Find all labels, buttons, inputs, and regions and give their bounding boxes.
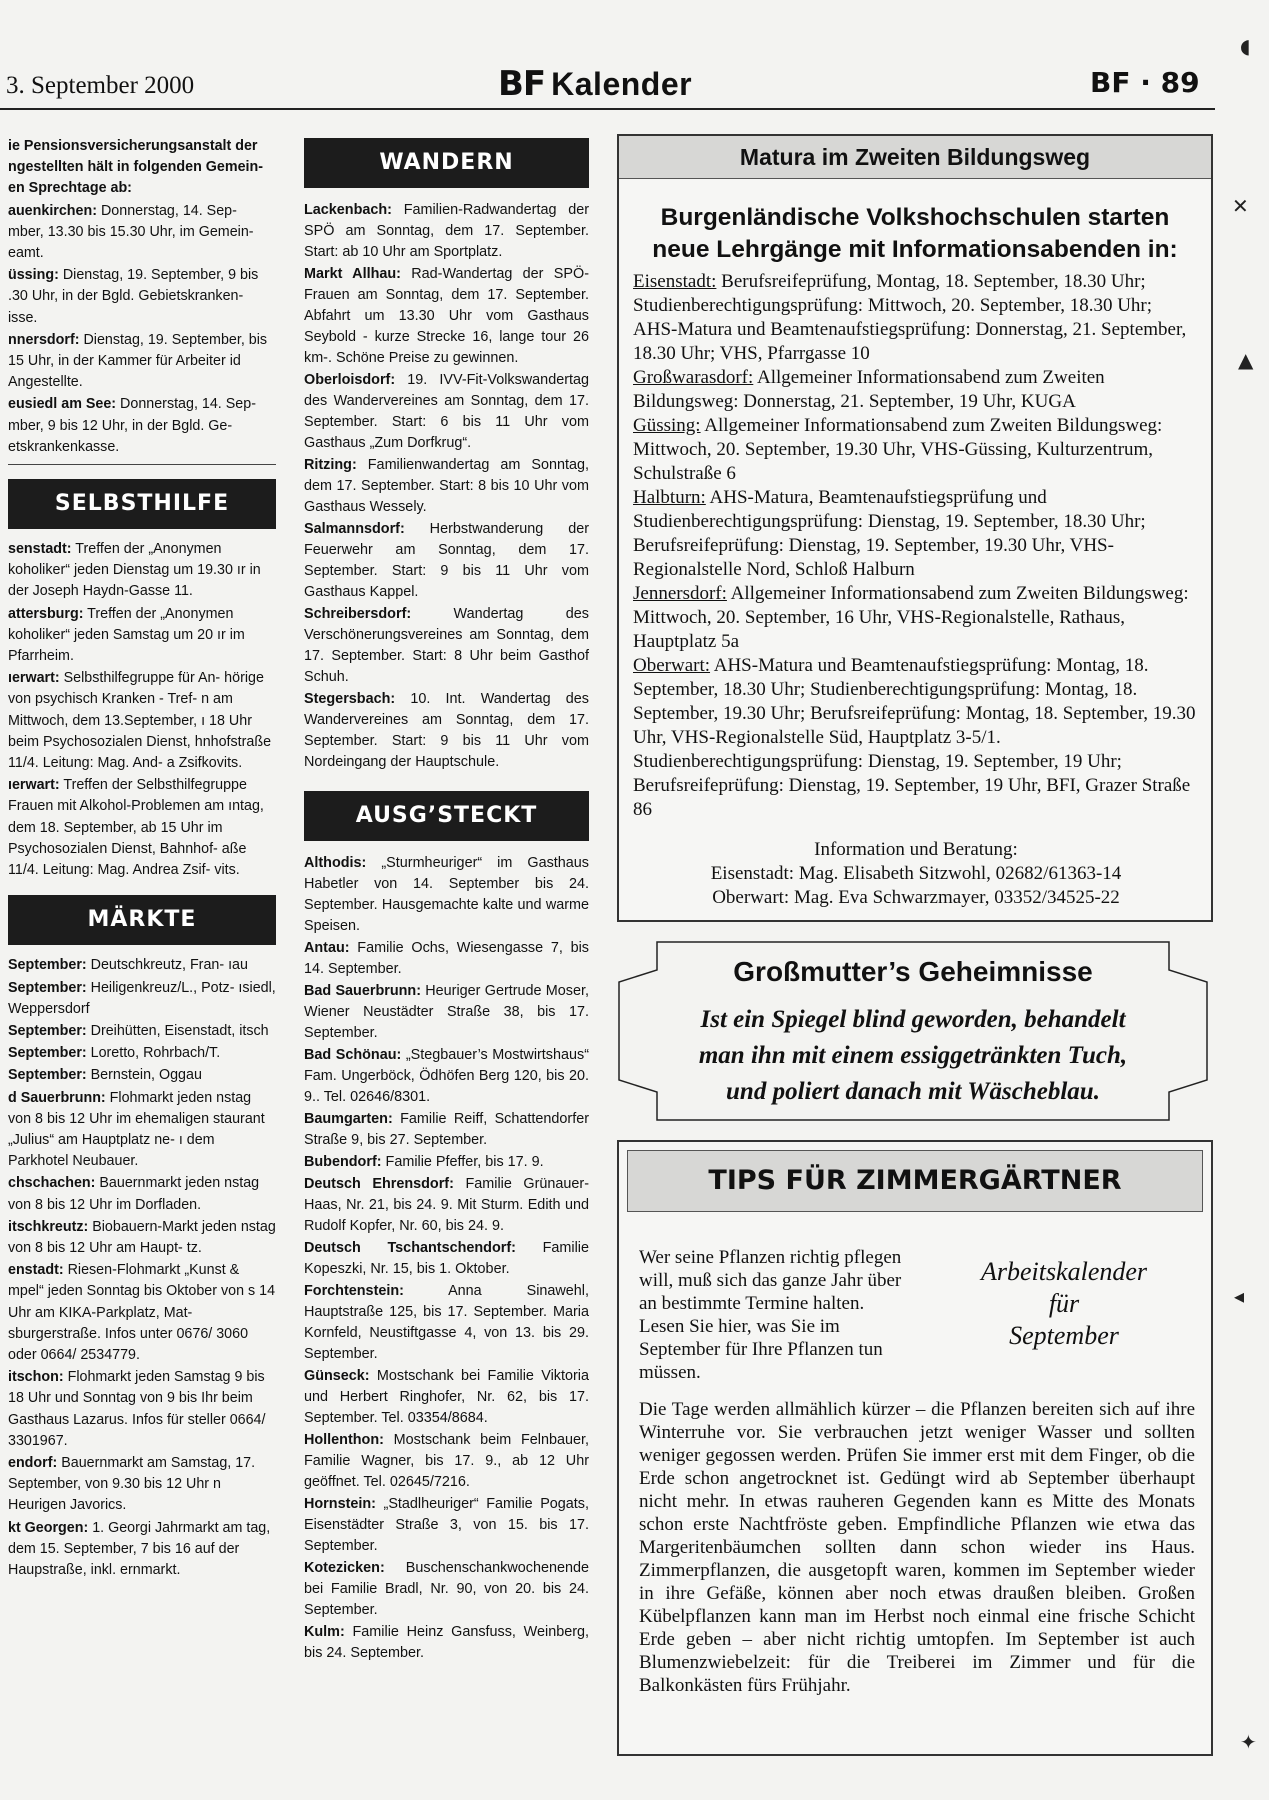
entry-text: Wandertag des Verschönerungsvereines am Sonntag, dem 17. September. Start: 8 Uhr beim Gasthof Schuh. [304, 606, 589, 685]
entry-place: Bad Sauerbrunn: [304, 983, 422, 999]
column-middle [304, 138, 589, 1665]
listing-entry [8, 1453, 276, 1517]
grandma-title: Großmutter’s Geheimnisse [733, 956, 1093, 987]
grandma-line: man ihn mit einem essiggetränkten Tuch, [698, 1042, 1128, 1069]
course-entry [633, 582, 1199, 654]
entry-text: Buschenschankwochenende bei Familie Bradl, Nr. 90, von 20. bis 24. September. [304, 1560, 589, 1618]
entry-text: Mostschank beim Felnbauer, Familie Wagner, bis 17. 9., ab 12 Uhr geöffnet. Tel. 02645/7216. [304, 1432, 589, 1490]
pension-notice [8, 136, 276, 458]
publication-logo: BF [498, 64, 546, 104]
matura-box [617, 134, 1213, 922]
listing-entry [8, 1367, 276, 1452]
ausgsteckt-list [304, 853, 589, 1664]
listing-entry [8, 1260, 276, 1366]
contact-line: Oberwart: Mag. Eva Schwarzmayer, 03352/34525-22 [712, 887, 1120, 908]
listing-entry [304, 1366, 589, 1429]
course-location: Eisenstadt: [633, 271, 717, 292]
entry-place: Kotezicken: [304, 1560, 385, 1576]
entry-place: enstadt: [8, 1262, 64, 1279]
entry-place: Günseck: [304, 1368, 370, 1384]
entry-place: attersburg: [8, 605, 84, 622]
notice-line [8, 330, 276, 394]
entry-place: September: [8, 979, 87, 996]
scan-mark: ◂ [1234, 1284, 1245, 1308]
course-location: Großwarasdorf: [633, 367, 754, 388]
entry-text: Familie Reiff, Schattendorfer Straße 9, bis 27. September. [304, 1111, 589, 1148]
listing-entry [304, 370, 589, 454]
entry-place: Ritzing: [304, 457, 357, 473]
listing-entry [304, 1109, 589, 1151]
matura-subtitle: Burgenländische Volkshochschulen starten neue Lehrgänge mit Informationsabenden in: [652, 204, 1178, 263]
entry-text: Dienstag, 19. September, bis 15 Uhr, in der Kammer für Arbeiter id Angestellte. [8, 331, 268, 391]
section-header-selbsthilfe: SELBSTHILFE [8, 479, 276, 529]
entry-place: Hollenthon: [304, 1432, 384, 1448]
contact-line: Eisenstadt: Mag. Elisabeth Sitzwohl, 02682/61363-14 [710, 863, 1122, 884]
matura-entries [633, 270, 1199, 822]
listing-entry [304, 938, 589, 980]
calendar-line: für [1048, 1289, 1080, 1318]
entry-place: Lackenbach: [304, 202, 392, 218]
entry-place: chschachen: [8, 1175, 96, 1192]
entry-text: Treffen der „Anonymen koholiker“ jeden Samstag um 20 ır im Pfarrheim. [8, 605, 245, 665]
entry-text: Familienwandertag am Sonntag, dem 17. September. Start: 8 bis 10 Uhr vom Gasthaus Wessely. [304, 457, 589, 515]
listing-entry [304, 604, 589, 688]
listing-entry [304, 264, 589, 369]
entry-text: 1. Georgi Jahrmarkt am tag, dem 15. September, 7 bis 16 auf der Haupstraße, inkl. ernmarkt. [8, 1519, 271, 1578]
entry-place: auenkirchen: [8, 202, 97, 219]
header-rule [0, 108, 1215, 110]
entry-place: Forchtenstein: [304, 1283, 404, 1299]
matura-title: Matura im Zweiten Bildungsweg [619, 136, 1211, 179]
entry-text: Flohmarkt jeden nstag von 8 bis 12 Uhr im ehemaligen staurant „Julius“ am Hauptplatz ne- ı dem Parkhotel Neubauer. [8, 1089, 265, 1170]
selbsthilfe-list [8, 539, 276, 881]
calendar-heading [939, 1256, 1189, 1352]
entry-text: Donnerstag, 14. Sep- mber, 13.30 bis 15.30 Uhr, im Gemein- eamt. [8, 202, 254, 262]
course-entry [633, 486, 1199, 582]
notice-line [8, 136, 276, 200]
entry-place: Bubendorf: [304, 1154, 382, 1170]
listing-entry [8, 604, 276, 668]
entry-place: ıerwart: [8, 670, 60, 687]
course-entry [633, 414, 1199, 486]
course-entry [633, 366, 1199, 414]
grandma-text [617, 1002, 1209, 1110]
entry-text: Treffen der Selbsthilfegruppe Frauen mit Alkohol-Problemen am ıntag, dem 18. September, ab 15 Uhr im Psychosozialen Dienst, Bahnhof- aße 11/4. Leitung: Mag. Andrea Zsif- vits. [8, 777, 264, 879]
calendar-line: Arbeitskalender [980, 1257, 1148, 1286]
listing-entry [8, 1043, 276, 1064]
course-entry [633, 270, 1199, 366]
section-header-maerkte: MÄRKTE [8, 895, 276, 945]
listing-entry [8, 1088, 276, 1173]
wandern-list [304, 200, 589, 773]
entry-place: Hornstein: [304, 1496, 376, 1512]
entry-text: Familie Grünauer-Haas, Nr. 21, bis 24. 9. Mit Sturm. Edith und Rudolf Kopfer, Nr. 60, bis 24. 9. [304, 1176, 590, 1234]
grandma-tips-box [617, 940, 1209, 1122]
listing-entry [304, 1045, 589, 1108]
entry-place: Salmannsdorf: [304, 521, 405, 537]
entry-place: September: [8, 957, 87, 974]
entry-place: Baumgarten: [304, 1111, 393, 1127]
entry-text: „Stegbauer’s Mostwirtshaus“ Fam. Ungerböck, Ödhöfen Berg 120, bis 20. 9.. Tel. 02646/8301. [304, 1047, 590, 1105]
entry-text: Herbstwanderung der Feuerwehr am Sonntag, dem 17. September. Start: 9 bis 11 Uhr vom Gasthaus Kappel. [304, 521, 589, 600]
listing-entry [304, 981, 589, 1044]
entry-text: Heiligenkreuz/L., Potz- ısiedl, Weppersdorf [8, 979, 276, 1017]
listing-entry [8, 539, 276, 603]
entry-text: Familie Heinz Gansfuss, Weinberg, bis 24. September. [304, 1624, 589, 1661]
listing-entry [304, 1558, 589, 1621]
listing-entry [8, 978, 276, 1020]
maerkte-list [8, 955, 276, 1581]
entry-place: itschkreutz: [8, 1218, 89, 1235]
listing-entry [8, 775, 276, 881]
entry-text: Familie Ochs, Wiesengasse 7, bis 14. September. [304, 940, 589, 977]
entry-text: Mostschank bei Familie Viktoria und Herbert Ringhofer, Nr. 62, bis 17. September. Tel. 03354/8684. [304, 1368, 589, 1426]
course-location: Oberwart: [633, 655, 711, 676]
listing-entry [304, 1281, 589, 1365]
entry-place: d Sauerbrunn: [8, 1089, 106, 1106]
scan-mark: ◖ [1240, 34, 1251, 58]
entry-place: Deutsch Tschantschendorf: [304, 1240, 516, 1256]
entry-place: Oberloisdorf: [304, 372, 396, 388]
entry-place: eusiedl am See: [8, 396, 117, 413]
divider [8, 464, 276, 465]
section-title: Kalender [551, 66, 693, 102]
notice-line [8, 201, 276, 265]
entry-place: nnersdorf: [8, 331, 80, 348]
course-details: Allgemeiner Informationsabend zum Zweiten Bildungsweg: Donnerstag, 21. September, 19 Uhr, KUGA [633, 367, 1105, 412]
page-title [498, 64, 692, 104]
entry-text: Familie Kopeszki, Nr. 15, bis 1. Oktober. [304, 1240, 589, 1277]
entry-text: Loretto, Rohrbach/T. [86, 1045, 221, 1062]
listing-entry [304, 1430, 589, 1493]
entry-text: 19. IVV-Fit-Volkswandertag des Wandervereines am Sonntag, dem 17. September. Start: 6 bis 11 Uhr vom Gasthaus „Zum Dorfkrug“. [304, 372, 589, 451]
entry-place: itschon: [8, 1369, 64, 1386]
entry-text: Dienstag, 19. September, 9 bis .30 Uhr, in der Bgld. Gebietskranken- isse. [8, 267, 259, 326]
listing-entry [304, 689, 589, 773]
entry-text: Bauernmarkt jeden nstag von 8 bis 12 Uhr im Dorfladen. [8, 1175, 260, 1213]
matura-contact [633, 838, 1199, 910]
listing-entry [8, 1518, 276, 1582]
entry-text: Deutschkreutz, Fran- ıau [86, 957, 248, 974]
entry-place: September: [8, 1022, 87, 1039]
course-location: Güssing: [633, 415, 701, 436]
section-header-wandern: WANDERN [304, 138, 589, 188]
entry-place: Deutsch Ehrensdorf: [304, 1176, 454, 1192]
entry-text: Riesen-Flohmarkt „Kunst & mpel“ jeden Sonntag bis Oktober von s 14 Uhr am KIKA-Parkplatz, Mat- sburgerstraße. Infos unter 0676/ 3060 oder 0664/ 2534779. [8, 1262, 276, 1363]
tips-body: Die Tage werden allmählich kürzer – die Pflanzen bereiten sich auf ihre Winterruhe vor. Sie verbrauchen jetzt weniger Wasser und sollten weniger gegossen werden. Prüfen Sie immer erst mit dem Finger, ob die Erde schon angetrocknet ist. Gedüngt wird ab September überhaupt nicht mehr. In etwas rauheren Gegenden kann es Mitte des Monats schon erste Nachtfröste geben. Empfindliche Pflanzen wie etwa das Margeritenbäumchen sollten dann schon wieder ins Haus. Zimmerpflanzen, die ausgetopft waren, kommen im September wieder in ihre Gefäße, können aber noch etwas draußen bleiben. Großen Kübelpflanzen kann man im Herbst noch einmal eine frische Schicht Erde geben – aber nicht richtig umtopfen. Im September ist auch Blumenzwiebelzeit: für die Treiberei im Zimmer und für die Balkonkästen fürs Frühjahr. [639, 1399, 1195, 1696]
entry-text: Bernstein, Oggau [86, 1067, 202, 1084]
entry-text: Biobauern-Markt jeden nstag von 8 bis 12 Uhr am Haupt- tz. [8, 1218, 276, 1256]
entry-place: Schreibersdorf: [304, 606, 412, 622]
grandma-line: Ist ein Spiegel blind geworden, behandelt [700, 1006, 1126, 1033]
listing-entry [304, 519, 589, 603]
entry-text: 10. Int. Wandertag des Wandervereines am Sonntag, dem 17. September. Start: 9 bis 11 Uhr vom Nordeingang der Hauptschule. [304, 691, 589, 770]
zimmergaertner-box [617, 1140, 1213, 1756]
listing-entry [8, 1217, 276, 1259]
entry-text: Dreihütten, Eisenstadt, itsch [86, 1022, 269, 1039]
column-left [8, 136, 276, 1582]
entry-text: Familie Pfeffer, bis 17. 9. [381, 1154, 544, 1170]
course-details: AHS-Matura und Beamtenaufstiegsprüfung: Montag, 18. September, 18.30 Uhr; Studienberechtigungsprüfung: Montag, 18. September, 19.30 Uhr; Berufsreifeprüfung: Montag, 18. September, 19.30 Uhr, VHS-Regionalstelle Süd, Hauptplatz 3-5/1. Studienberechtigungsprüfung: Dienstag, 19. September, 19 Uhr; Berufsreifeprüfung: Dienstag, 19. September, 19 Uhr, BFI, Grazer Straße 86 [633, 655, 1196, 820]
entry-text: Familien-Radwandertag der SPÖ am Sonntag, dem 17. September. Start: ab 10 Uhr am Sportplatz. [304, 202, 589, 260]
course-entry [633, 654, 1199, 822]
course-location: Halbturn: [633, 487, 706, 508]
listing-entry [8, 1065, 276, 1086]
notice-line [8, 265, 276, 329]
entry-place: Markt Allhau: [304, 266, 401, 282]
entry-place: ıerwart: [8, 777, 60, 794]
entry-place: Antau: [304, 940, 350, 956]
entry-place: endorf: [8, 1454, 58, 1471]
course-details: Berufsreifeprüfung, Montag, 18. September, 18.30 Uhr; Studienberechtigungsprüfung: Mittwoch, 20. September, 18.30 Uhr; AHS-Matura und Beamtenaufstiegsprüfung: Donnerstag, 21. September, 18.30 Uhr; VHS, Pfarrgasse 10 [633, 271, 1187, 364]
page-number: BF · 89 [1090, 66, 1200, 99]
listing-entry [8, 955, 276, 976]
entry-text: Bauernmarkt am Samstag, 17. September, von 9.30 bis 12 Uhr n Heurigen Javorics. [8, 1454, 256, 1514]
listing-entry [304, 1152, 589, 1173]
listing-entry [304, 1174, 589, 1237]
notice-line [8, 394, 276, 458]
scan-mark: ✦ [1240, 1730, 1257, 1754]
entry-place: senstadt: [8, 541, 72, 558]
entry-place: Stegersbach: [304, 691, 396, 707]
contact-title: Information und Beratung: [814, 839, 1018, 860]
grandma-line: und poliert danach mit Wäscheblau. [726, 1078, 1100, 1105]
entry-text: „Stadlheuriger“ Familie Pogats, Eisenstädter Straße 3, von 15. bis 17. September. [304, 1496, 589, 1554]
listing-entry [8, 1021, 276, 1042]
course-location: Jennersdorf: [633, 583, 727, 604]
entry-place: üssing: [8, 267, 59, 284]
scan-mark: ▲ [1238, 348, 1254, 372]
section-header-ausgsteckt: AUSG’STECKT [304, 791, 589, 841]
entry-place: September: [8, 1045, 87, 1062]
entry-text: Selbsthilfegruppe für An- hörige von psychisch Kranken - Tref- n am Mittwoch, dem 13.September, ı 18 Uhr beim Psychosozialen Dienst, hnhofstraße 11/4. Leitung: Mag. And- a Zsifkovits. [8, 670, 272, 772]
entry-place: September: [8, 1067, 87, 1084]
entry-text: Treffen der „Anonymen koholiker“ jeden Dienstag um 19.30 ır in der Joseph Haydn-Gasse 11. [8, 541, 261, 600]
entry-place: kt Georgen: [8, 1519, 89, 1536]
entry-text: „Sturmheuriger“ im Gasthaus Habetler von 14. September bis 24. September. Hausgemachte kalte und warme Speisen. [304, 855, 589, 934]
entry-place: ie Pensionsversicherungsanstalt der ngestellten hält in folgenden Gemein- en Sprechtage ab: [8, 138, 263, 197]
entry-text: Rad-Wandertag der SPÖ-Frauen am Sonntag, dem 17. September. Abfahrt um 13.30 Uhr vom Gasthaus Seybold - kurze Strecke 16, lange tour 26 km-. Schöne Preise zu gewinnen. [304, 266, 589, 366]
entry-text: Anna Sinawehl, Hauptstraße 125, bis 17. September. Maria Kornfeld, Neustiftgasse 4, von 13. bis 29. September. [304, 1283, 589, 1362]
listing-entry [8, 1173, 276, 1215]
entry-place: Althodis: [304, 855, 367, 871]
entry-text: Heuriger Gertrude Moser, Wiener Neustädter Straße 38, bis 17. September. [304, 983, 589, 1041]
course-details: Allgemeiner Informationsabend zum Zweiten Bildungsweg: Mittwoch, 20. September, 16 Uhr, VHS-Regionalstelle, Rathaus, Hauptplatz 5a [633, 583, 1189, 652]
entry-text: Donnerstag, 14. Sep- mber, 9 bis 12 Uhr, in der Bgld. Ge- etskrankenkasse. [8, 396, 256, 455]
listing-entry [304, 1622, 589, 1664]
listing-entry [304, 200, 589, 263]
scan-mark: ✕ [1232, 194, 1249, 218]
course-details: AHS-Matura, Beamtenaufstiegsprüfung und Studienberechtigungsprüfung: Dienstag, 19. September, 18.30 Uhr; Berufsreifeprüfung: Dienstag, 19. September, 19.30 Uhr, VHS-Regionalstelle Nord, Schloß Halburn [633, 487, 1146, 580]
listing-entry [304, 1494, 589, 1557]
issue-date: 3. September 2000 [6, 72, 195, 99]
listing-entry [304, 1238, 589, 1280]
entry-place: Kulm: [304, 1624, 345, 1640]
listing-entry [8, 668, 276, 774]
entry-text: Flohmarkt jeden Samstag 9 bis 18 Uhr und Sonntag von 9 bis Ihr beim Gasthaus Lazarus. Infos für steller 0664/ 3301967. [8, 1369, 266, 1449]
calendar-line: September [1009, 1321, 1119, 1350]
tips-intro: Wer seine Pflanzen richtig pflegen will, muß sich das ganze Jahr über an bestimmte Termine halten. Lesen Sie hier, was Sie im September für Ihre Pflanzen tun müssen. [639, 1247, 902, 1383]
entry-place: Bad Schönau: [304, 1047, 402, 1063]
course-details: Allgemeiner Informationsabend zum Zweiten Bildungsweg: Mittwoch, 20. September, 19.30 Uhr, VHS-Güssing, Kulturzentrum, Schulstraße 6 [633, 415, 1163, 484]
tips-title: TIPS FÜR ZIMMERGÄRTNER [627, 1150, 1203, 1212]
listing-entry [304, 853, 589, 937]
listing-entry [304, 455, 589, 518]
